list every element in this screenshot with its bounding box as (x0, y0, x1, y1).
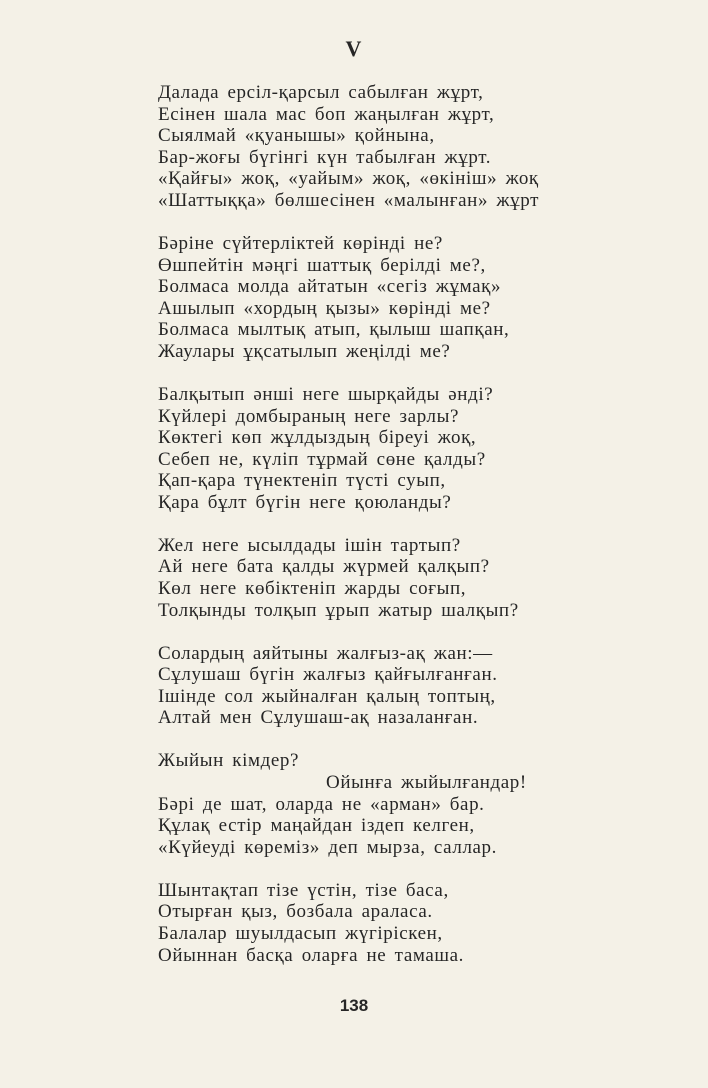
poem-line: Ойыннан басқа оларға не тамаша. (158, 944, 464, 966)
poem-line: Қап-қара түнектеніп түсті суып, (158, 470, 446, 492)
poem-line: Далада ерсіл-қарсыл сабылған жұрт, (158, 82, 484, 103)
stanza (158, 880, 628, 966)
page-number: 138 (339, 996, 369, 1015)
poem-line: Бәріне сүйтерліктей көрінді не? (158, 232, 443, 254)
poem-line: Балқытып әнші неге шырқайды әнді? (158, 383, 494, 405)
stanza (158, 750, 628, 858)
poem-line: Балалар шуылдасып жүгіріскен, (158, 922, 443, 944)
poem-line: Ай неге бата қалды жүрмей қалқып? (158, 556, 490, 578)
poem-line: Алтай мен Сұлушаш-ақ назаланған. (158, 707, 479, 729)
poem-line: «Шаттыққа» бөлшесінен «малынған» жұрт (158, 189, 539, 211)
stanza (158, 643, 628, 729)
poem-line: Жаулары ұқсатылып жеңілді ме? (158, 340, 451, 362)
poem-line: Ашылып «хордың қызы» көрінді ме? (158, 297, 491, 319)
poem-line: Ойынға жыйылғандар! (326, 771, 527, 793)
poem-line: Құлақ естір маңайдан іздеп келген, (158, 815, 475, 837)
poem-line: «Күйеуді көреміз» деп мырза, саллар. (158, 836, 498, 858)
poem-line: Отырған қыз, бозбала араласа. (158, 901, 433, 923)
poem-line: Өшпейтін мәңгі шаттық берілді ме?, (158, 254, 486, 276)
poem-line: Күйлері домбыраның неге зарлы? (158, 405, 460, 427)
section-heading: V (345, 36, 363, 61)
poem-line: Көл неге көбіктеніп жарды соғып, (158, 578, 467, 600)
poem-line: Көктегі көп жұлдыздың біреуі жоқ, (158, 427, 477, 449)
poem-line: Сыялмай «қуанышы» қойнына, (158, 125, 435, 147)
poem-line: Себеп не, күліп тұрмай сөне қалды? (158, 448, 486, 470)
poem-line: Солардың аяйтыны жалғыз-ақ жан:— (158, 642, 493, 664)
poem-line: Қара бұлт бүгін неге қоюланды? (158, 491, 452, 513)
poem-line: «Қайғы» жоқ, «уайым» жоқ, «өкініш» жоқ (158, 168, 539, 190)
poem-line: Болмаса мылтық атып, қылыш шапқан, (158, 319, 510, 341)
stanza (158, 384, 628, 514)
stanza (158, 82, 628, 212)
stanza (158, 535, 628, 621)
poem-text (158, 82, 628, 988)
poem-line: Есінен шала мас боп жаңылған жұрт, (158, 103, 495, 125)
poem-line: Ішінде сол жыйналған қалың топтың, (158, 685, 496, 707)
poem-line: Жел неге ысылдады ішін тартып? (158, 534, 461, 556)
poem-line: Бар-жоғы бүгінгі күн табылған жұрт. (158, 146, 492, 168)
poem-line: Бәрі де шат, оларда не «арман» бар. (158, 793, 485, 815)
poem-line: Толқынды толқып ұрып жатыр шалқып? (158, 599, 519, 621)
poem-line: Шынтақтап тізе үстін, тізе баса, (158, 879, 449, 901)
poem-line: Болмаса молда айтатын «сегіз жұмақ» (158, 276, 502, 298)
poem-line: Жыйын кімдер? (158, 750, 300, 772)
stanza (158, 233, 628, 363)
poem-line: Сұлушаш бүгін жалғыз қайғылғанған. (158, 664, 498, 686)
